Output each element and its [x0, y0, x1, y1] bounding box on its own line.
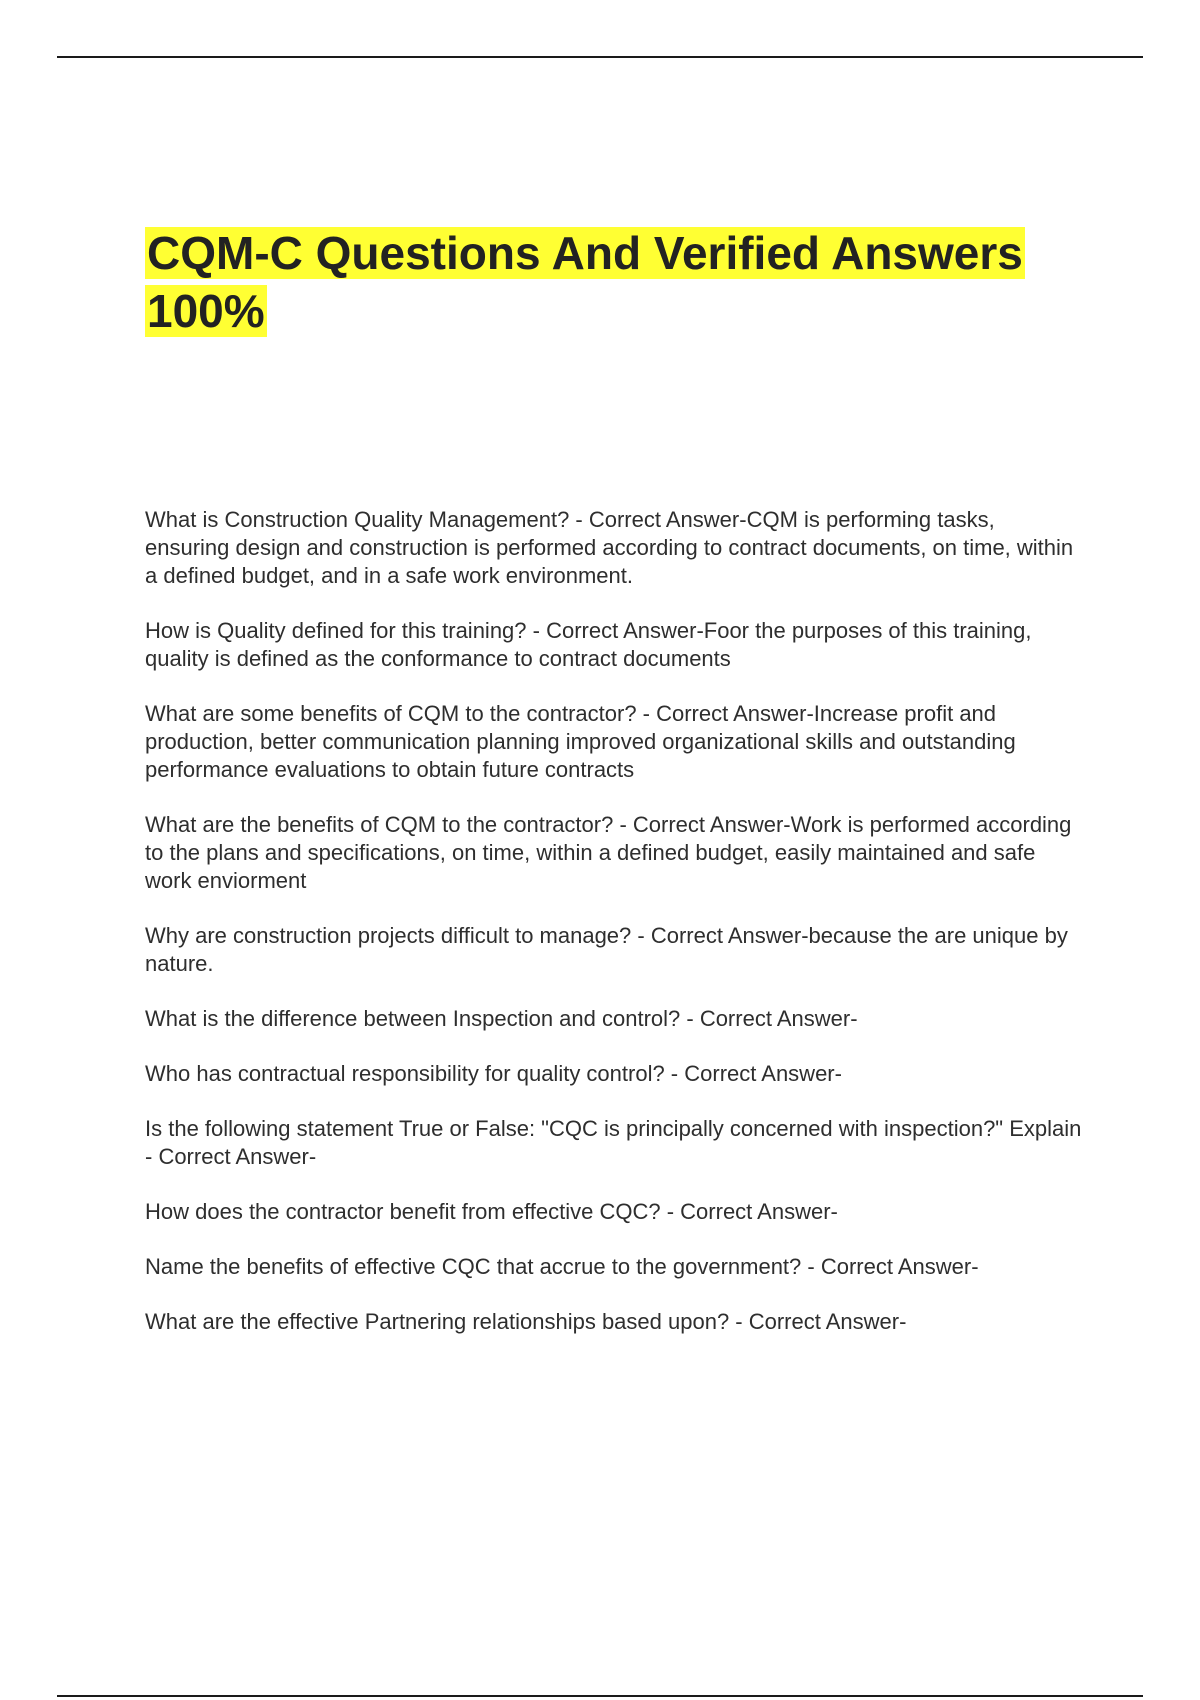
document-title-text: CQM-C Questions And Verified Answers 100% [147, 227, 1023, 337]
qa-item: Is the following statement True or False: "CQC is principally concerned with inspection?" Explain - Correct Answer- [145, 1116, 1082, 1169]
qa-item: Why are construction projects difficult to manage? - Correct Answer-because the are unique by nature. [145, 923, 1068, 976]
qa-item: Name the benefits of effective CQC that accrue to the government? - Correct Answer- [145, 1254, 979, 1279]
top-rule [57, 56, 1143, 58]
qa-item: What are the effective Partnering relationships based upon? - Correct Answer- [145, 1309, 907, 1334]
qa-item: What is Construction Quality Management? - Correct Answer-CQM is performing tasks, ensuring design and construction is performed according to contract documents, on time, within a defined budget, and in a safe work environment. [145, 507, 1074, 588]
qa-item: What are some benefits of CQM to the contractor? - Correct Answer-Increase profit and production, better communication planning improved organizational skills and outstanding performance evaluations to obtain future contracts [145, 701, 1016, 782]
qa-item: How is Quality defined for this training? - Correct Answer-Foor the purposes of this training, quality is defined as the conformance to contract documents [145, 618, 1032, 671]
document-title [145, 224, 1075, 340]
qa-item: What are the benefits of CQM to the contractor? - Correct Answer-Work is performed according to the plans and specifications, on time, within a defined budget, easily maintained and safe work enviorment [145, 812, 1072, 893]
qa-item: How does the contractor benefit from effective CQC? - Correct Answer- [145, 1199, 838, 1224]
title-block [145, 224, 1075, 340]
qa-item: What is the difference between Inspection and control? - Correct Answer- [145, 1006, 858, 1031]
qa-list [145, 506, 1085, 1363]
bottom-rule [57, 1695, 1143, 1697]
qa-item: Who has contractual responsibility for quality control? - Correct Answer- [145, 1061, 842, 1086]
